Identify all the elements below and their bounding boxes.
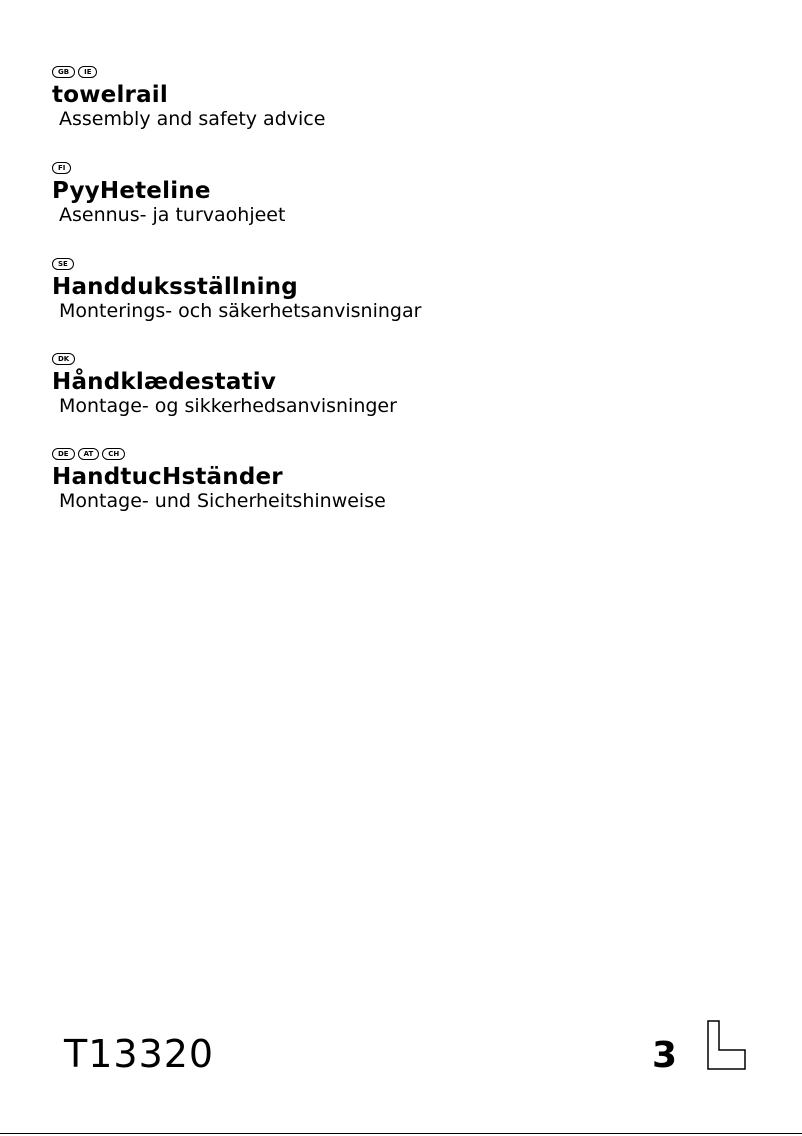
product-title-dk: Håndklædestativ <box>52 369 277 395</box>
product-title-de: HandtucHständer <box>52 464 283 490</box>
product-title-se: Handduksställning <box>52 274 298 300</box>
country-badge-fi: FI <box>52 162 71 174</box>
model-number: T13320 <box>64 1032 215 1076</box>
language-section-se <box>52 258 421 322</box>
language-section-fi <box>52 162 285 226</box>
product-subtitle-en: Assembly and safety advice <box>59 108 326 130</box>
country-badge-gb: GB <box>52 66 75 78</box>
page-number: 3 <box>652 1035 678 1076</box>
country-badges <box>52 162 285 174</box>
bottom-divider <box>0 1133 802 1134</box>
country-badges <box>52 258 421 270</box>
country-badges <box>52 66 325 78</box>
product-title-en: towelrail <box>52 82 168 108</box>
product-subtitle-de: Montage- und Sicherheitshinweise <box>59 490 386 512</box>
country-badges <box>52 448 386 460</box>
product-subtitle-dk: Montage- og sikkerhedsanvisninger <box>59 395 397 417</box>
country-badge-de: DE <box>52 448 75 460</box>
language-section-de <box>52 448 386 512</box>
language-section-en <box>52 66 325 130</box>
country-badge-ch: CH <box>102 448 125 460</box>
country-badge-at: AT <box>78 448 100 460</box>
country-badges <box>52 353 397 365</box>
product-subtitle-se: Monterings- och säkerhetsanvisningar <box>59 300 422 322</box>
country-badge-ie: IE <box>78 66 97 78</box>
product-subtitle-fi: Asennus- ja turvaohjeet <box>59 204 286 226</box>
language-section-dk <box>52 353 397 417</box>
country-badge-se: SE <box>52 258 74 270</box>
product-title-fi: PyyHeteline <box>52 178 211 204</box>
country-badge-dk: DK <box>52 353 75 365</box>
fold-corner-icon <box>690 1020 746 1070</box>
